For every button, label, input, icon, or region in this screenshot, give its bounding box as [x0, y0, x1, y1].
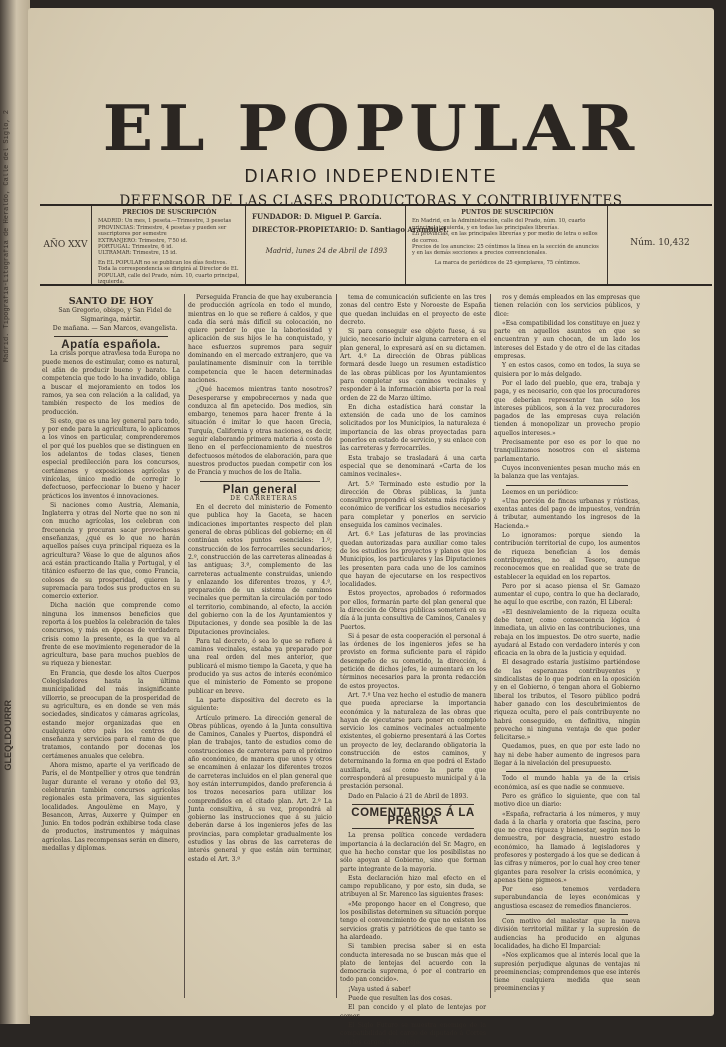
paragraph: Pero por si acaso piensa el Sr. Gamazo aumentar el cupo, contra lo que ha declarado, he aquí lo que escribe, con razón, El Liberal: — [494, 582, 640, 607]
paragraph: Art. 7.º Una vez hecho el estudio de manera que pueda apreciarse la importancia económica y la naturaleza de las obras que hayan de ejecutarse para poner en completo servicio los caminos vecinales actualmente existentes, el gobierno presentará á las Cortes un proyecto de ley, declarando obligatoria la construcción de estos caminos, y determinando la forma en que podrá el Estado auxiliarla, así como la parte que corresponderá al presupuesto municipal y á la prestación personal. — [340, 691, 486, 791]
paragraph: «Esa compatibilidad los constituye en juez y parte en aquellos asuntos en que se encuentran y aun chocan, de un lado los intereses del Estado y de otro el de las citadas empresas. — [494, 319, 640, 361]
paragraph: Lo ignoramos: porque siendo la contribución territorial de cupo, los aumentos de riqueza benefician á los demás contribuyentes, no al Tesoro, aunque reconocemos que en realidad que se trate de establecer la equidad en los repartos. — [494, 532, 640, 581]
paragraph: El Siglo Futuro se muestra enemigo de la compatibilidad del cargo de diputado á Cortes con los cargos de conceje- — [340, 1021, 486, 1046]
point-line: La marca de periódicos de 25 ejemplares, 75 céntimos. — [434, 259, 581, 266]
paragraph: La parte dispositiva del decreto es la siguiente: — [188, 696, 332, 713]
paragraph: Dicha nación que comprende como ninguna los inmensos beneficios que reporta á los pueblos la celebración de tales concursos, y más en épocas de verdadera crisis como la presente, es la que va al frente de ese movimiento regenerador de la agricultura, base para muchos pueblos de su riqueza y bienestar. — [42, 602, 180, 668]
paragraph: Precisamente por eso es por lo que no tranquilizamos nosotros con el sistema parlamentario. — [494, 439, 640, 463]
paragraph: Ahora mismo, aparte el ya verificado de París, el de Montpellier y otros que tendrán lugar durante el verano y otoño del 93, celebrarán también concursos agrícolas regionales esta primavera, las siguientes localidades. Angoulème en Mayo, y Besancon, Arras, Auxerre y Quimper en Junio. En todos podrán exhibirse toda clase de productos, instrumentos y máquinas agrícolas. Las recompensas serán en dinero, medallas y diplomas. — [42, 762, 180, 852]
point-line: Precios de los anuncios: 25 céntimos la línea en la sección de anuncios y en las demás secciones a precios convencionales. — [412, 244, 599, 257]
subscription-points-title: PUNTOS DE SUSCRIPCIÓN — [461, 209, 554, 216]
paragraph: Dado en Palacio á 21 de Abril de 1893. — [348, 792, 469, 800]
subscription-points — [408, 206, 608, 284]
paragraph: Esta trabajo se trasladará á una carta especial que se denominará «Carta de los caminos vecinales». — [340, 454, 486, 479]
paragraph: Art. 6.º Las jefaturas de las provincias quedan autorizadas para auxiliar como tales de los estudios los proyectos y planos que los Municipios, los particulares y las Diputaciones les presenten para cada uno de los caminos que hayan de ejecutarse en los respectivos localidades. — [340, 531, 486, 589]
paragraph: Para tal decreto, ó sea lo que se refiere á caminos vecinales, estaba ya preparado por una real orden del mes anterior, que publicará el mismo tiempo la Gaceta, y que ha producido ya sus actos de interés económico que el ministerio de Fomento se propone publicar en breve. — [188, 637, 332, 695]
masthead — [28, 88, 714, 209]
year-label: AÑO XXV — [40, 206, 92, 284]
paragraph: En el decreto del ministerio de Fomento que publica hoy la Gaceta, se hacen indicaciones importantes respecto del plan general de obras públicas del gobierno; en él continúan estos puntos esenciales: 1.º, construcción de los ferrocarriles secundarios; 2.º, construcción de las carreteras alineadas á las antiguas; 3.º, complemento de las carreteras actualmente construidas, uniendo y enlazando los diferentes trozos, y 4.º, preparación de un sistema de caminos vecinales que permitan la circulación por todo el territorio, combinando, al efecto, la acción del gobierno con la de los Ayuntamientos y Diputaciones, y donde sea posible la de las Diputaciones provinciales. — [188, 504, 332, 636]
paragraph: Si esto, que es una ley general para todo, y por ende para la agricultura, lo aplicamos a los vinos en particular, comprenderemos el por qué los pueblos que se distinguen en los adelantos de todas clases, tienen especial predilección para los concursos, certámenes y exposiciones agrícolas y vinícolas, único medio de corregir lo defectuoso, perfeccionar lo bueno y hacer prácticos los inventos é innovaciones. — [42, 417, 180, 500]
santo-heading: SANTO DE HOY — [68, 296, 154, 307]
paragraph: «Me propongo hacer en el Congreso, que los posibilistas determinen su situación porque tengo el convencimiento de que no existen los servicios gratis y patrióticos de que tanto se ha alardeado. — [340, 900, 486, 941]
paragraph: La prensa política concede verdadera importancia á la declaración del Sr. Magro, en que ha hecho constar que los posibilistas no sólo apoyan al Gobierno, sino que forman parte integrante de la mayoría. — [340, 832, 486, 873]
paragraph: ros y demás empleados en las empresas que tienen relación con los servicios públicos, y dice: — [494, 294, 640, 318]
paragraph: Art. 5.º Terminado este estudio por la dirección de Obras públicas, la junta consultiva propondrá el sistema más rápido y económico de verificar los estudios necesarios para completar y ponerlos en servicio enseguida los caminos vecinales. — [340, 480, 486, 530]
paragraph: La crisis porque atraviesa toda Europa no puede menos de estimular, como es natural, el afán de producir bueno y barato. La competencia que todo lo ha invadido, obliga a buscar el mejoramiento en todos los ramos, ya sea con relación a la calidad, ya también respecto de los medios de producción. — [42, 350, 180, 416]
subscription-note: En EL POPULAR no se publican los días festivos. Toda la correspondencia se dirigirá al Director de EL POPULAR, calle del Prado, núm. 10, cuarto principal, izquierda. — [98, 259, 240, 286]
article-heading-apatia: Apatía española. — [61, 339, 161, 352]
paragraph: Si naciones como Austria, Alemania, Inglaterra y otras del Norte que no son ni con mucho agrícolas, los celebran con frecuencia y procuran sacar provechosas enseñanzas, ¿qué es lo que no harán aquellos países cuya principal riqueza es la agricultura? Véase lo que de algunos años acá están practicando Italia y Portugal, y el titánico esfuerzo de las que, como Francia, colosos de su prosperidad, quieren la supremacía para todos sus productos en su comercio exterior. — [42, 501, 180, 601]
paragraph: Por el lado del pueblo, que era, trabaja y paga, y es necesario, con que los procuradores que deberían representar tan sólo los intereses públicos, son á la vez procuradores pagados de las empresas cuya relación tienden á monopolizar un provecho propio aquellos intereses.» — [494, 379, 640, 437]
paragraph: Pero es gráfico lo siguiente, que con tal motivo dice un diario: — [494, 792, 640, 809]
column-2 — [188, 294, 332, 1000]
issue-number: Núm. 10,432 — [630, 238, 690, 248]
subscription-prices — [94, 206, 246, 284]
info-bar — [40, 204, 712, 286]
newspaper-page — [28, 8, 714, 1046]
divider — [506, 771, 628, 772]
binding-margin — [0, 0, 30, 1024]
santo-text-2: De mañana. — San Marcos, evangelista. — [52, 324, 178, 332]
newspaper-subtitle: DIARIO INDEPENDIENTE — [244, 166, 498, 186]
paragraph: Si á pesar de esta cooperación el personal á las órdenes de los ingenieros jefes se ha provisto en forma suficiente para el rápido desempeño de su cometido, la dirección, á petición de dichos jefes, le aumentará en los términos necesarios para la pronta redacción de estos proyectos. — [340, 632, 486, 690]
paragraph: Por eso tenemos verdadera superabundancia de leyes económicas y angustiosa escasez de remedios financieros. — [494, 886, 640, 910]
article-heading-plan: Plan general — [222, 483, 298, 496]
paragraph: Leemos en un periódico: — [502, 488, 579, 496]
paragraph: Si tambien precisa saber si en esta conducta interesada no se buscan más que el plato de lentejas del acuerdo con la democracia suprema, ó por el contrario en todo pan concido». — [340, 943, 486, 984]
divider — [200, 481, 320, 482]
divider — [352, 804, 474, 805]
price-line: EXTRANJERO: Trimestre, 7'50 id. — [98, 237, 188, 244]
paragraph: Esta declaración hizo mal efecto en el campo republicano, y por esto, sin duda, se atribuyen al Sr. Marenco las siguientes frases: — [340, 874, 486, 899]
divider — [506, 914, 628, 915]
article-heading-prensa: COMENTARIOS Á LA PRENSA — [351, 806, 475, 828]
paragraph: «Una porción de fincas urbanas y rústicas, exentas antes del pago de impuestos, vendrán á tributar, aumentando los ingresos de la Hacienda.» — [494, 497, 640, 530]
paragraph: «Nos explicamos que al interés local que la supresión perjudique algunas de ventajas ni preeminencias; comprendemos que ese interés tiene cualquiera medida que sean preeminencias y — [494, 952, 640, 993]
paragraph: Estos proyectos, aprobados ó reformados por ellos, formarán parte del plan general que la dirección de Obras públicas someterá en su día á la junta consultiva de Caminos, Canales y Puertos. — [340, 590, 486, 631]
column-4 — [494, 294, 640, 1000]
founder-block — [248, 206, 449, 284]
paragraph: tema de comunicación suficiente en las tres zonas del centro Este y Noroeste de España que quedan incluidas en el proyecto de este decreto. — [340, 294, 486, 326]
issue-date: Madrid, lunes 24 de Abril de 1893 — [265, 246, 388, 255]
paragraph: ¿Qué hacemos mientras tanto nosotros? Desesperarse y empobrecernos y nada que conduzca al fin apetecido. Dos medios, sin embargo, tenemos para hacer frente á la situación é imitar lo que hacen Grecia, Turquía, California y otras naciones, es decir, seguir elaborando primera materia á costa de lleno en el perfeccionamiento de nuestros defectuosos métodos de elaboración, para que nuestros productos puedan competir con los de Francia y muchos de los de Italia. — [188, 386, 332, 477]
column-divider — [336, 294, 337, 998]
founder-line: FUNDADOR: D. Miguel P. García. — [252, 212, 382, 221]
paragraph: Con motivo del malestar que la nueva división territorial militar y la supresión de audiencias ha producido en algunas localidades, ha dicho El Imparcial: — [494, 918, 640, 950]
paragraph: Y en estos casos, como en todos, la suya se quisiera por lo más delgado. — [494, 362, 640, 378]
column-divider — [490, 294, 491, 998]
price-line: PROVINCIAS: Trimestre, 4 pesetas y pueden ser suscriptores por semestre — [98, 224, 227, 238]
paragraph: El pan concido y el plato de lentejas por comer. — [340, 1004, 486, 1020]
newspaper-title: EL POPULAR — [102, 90, 640, 166]
santo-text: San Gregorio, obispo, y San Fidel de Sigmaringa, mártir. — [58, 307, 172, 323]
point-line: En Madrid, en la Administración, calle del Prado, núm. 10, cuarto principal, izquierda, y en todas las principales librerías. — [412, 218, 586, 231]
paragraph: Puede que resulten las dos cosas. — [348, 995, 453, 1003]
column-1 — [42, 294, 180, 1000]
paragraph: ¡Vaya usted á saber! — [348, 985, 412, 993]
paragraph: Cuyos inconvenientes pesan mucho más en la balanza que las ventajas. — [494, 464, 640, 481]
paragraph: El desagrado estaría justísimo partiéndose de las esperanzas contribuyentes y sindicalistas de lo que podrían en la oposición y en el Gobierno, ó tengan ahora el Gobierno liberal los tributos, el Tesoro público podrá haber ganado con los descubrimientos de riqueza oculta, pero el país contribuyente no habrá conseguido, en definitiva, ningún provecho ni ninguna ventaja de que poder felicitarse.» — [494, 659, 640, 742]
binding-label: GLEQLDOURRR — [3, 700, 13, 771]
article-subheading-plan: DE CARRETERAS — [230, 494, 298, 502]
paragraph: Artículo primero. La dirección general de Obras públicas, oyendo á la Junta consultiva de Caminos, Canales y Puertos, dispondrá el plan de trabajos, tanto de estudios como de construcciones de carreteras para el próximo año económico, de manera que unos y otros se encaminen á enlazar los diferentes trozos de carreteras incluidos en el plan general que hoy están interrumpidos, dando preferencia á los trozos necesarios para utilizar los comprendidos en el citado plan. Art. 2.º La Junta consultiva, á su vez, propondrá al gobierno las instrucciones que á su juicio deberán darse á los ingenieros jefes de las provincias, para completar gradualmente los estudios y las obras de las carreteras de interés general y que están aún terminar, estado el Art. 3.º — [188, 714, 332, 863]
column-divider — [184, 294, 185, 998]
paragraph: Perseguida Francia de que hay exuberancia de producción agrícola en todo el mundo, mientras en lo que se refiere á caldos, y que cada día será más difícil su colocación, no quiere perder lo que la laboriosidad y aplicación de sus hijos le ha conquistado, y hace esfuerzos supremos para seguir dominando en el mercado extranjero, que va paulatinamente disminuir con la terrible competencia que le hacen determinadas naciones. — [188, 294, 332, 384]
binding-imprint: Madrid. Tipografía-Litografía de Heraldo, Calle del Siglo, 2 — [3, 110, 11, 363]
paragraph: Todo el mundo habla ya de la crisis económica, así es que nadie se conmueve. — [494, 775, 640, 791]
paragraph: Si para conseguir ese objeto fuese, á su juicio, necesario incluir alguna carretera en el plan general, lo expresará así en su dictamen. Art. 4.º La dirección de Obras públicas formará desde luego un resumen estadístico de las obras públicas por los Ayuntamientos para completar sus caminos vecinales y responder á la información abierta por la real orden de 22 de Marzo último. — [340, 328, 486, 402]
divider — [54, 336, 168, 337]
newspaper-tagline: DEFENSOR DE LAS CLASES PRODUCTORAS Y CONTRIBUYENTES — [119, 193, 623, 209]
director-line: DIRECTOR-PROPIETARIO: D. Santiago Arambilet. — [252, 225, 449, 235]
paragraph: En dicha estadística hará constar la extensión de cada uno de los caminos solicitados por los Municipios, la naturaleza é importancia de las obras proyectadas para ponerlos en estado de servicio, y su enlace con las carreteras y ferrocarriles. — [340, 403, 486, 453]
price-line: PORTUGAL: Trimestre, 6 id. — [98, 244, 173, 251]
column-3 — [340, 294, 486, 1046]
paragraph: Quedamos, pues, en que por este lado no hay ni debe haber aumento de ingresos para llegar á la nivelación del presupuesto. — [494, 743, 640, 768]
divider — [506, 485, 628, 486]
price-line: MADRID: Un mes, 1 peseta.—Trimestre, 3 pesetas — [98, 218, 232, 225]
paragraph: «España, refractaria á los números, y muy dada á la charla y oratoria que fascina, pero que no crea riqueza y bienestar, según nos lo demuestra, por desgracia, nuestro estado económico, ha llamado á legisladores y profesores y postergado á los que se dedican á las cifras y números, por lo cual hoy creo tener gigantes para resolver la crisis económica, y apenas tiene pigmeos.» — [494, 810, 640, 884]
point-line: En provincias, en las principales librerías y por medio de letra o sellos de correo. — [412, 231, 598, 244]
paragraph: «El desnivelamiento de la riqueza oculta debe tener, como consecuencia lógica é inmediata, un alivio en las contribuciones, una rebaja en los impuestos. De otro suerte, nadie ayudará al Estado con verdadero interés y con eficacia en la obra de la justicia y equidad. — [494, 608, 640, 658]
subscription-prices-title: PRECIOS DE SUSCRIPCIÓN — [122, 209, 217, 216]
paragraph: En Francia, que desde los altos Cuerpos Colegisladores hasta la última municipalidad del más insignificante villorrio, se preocupan de la prosperidad de su agricultura, es en donde se ven más sociedades, sindicatos y cámaras agrícolas, estando mejor organizadas que en cualquiera otro país los centros de enseñanza y servicios para el ramo de que tratamos, contando por docenas los certámenes anuales que celebra. — [42, 669, 180, 760]
divider — [352, 828, 474, 829]
price-line: ULTRAMAR: Trimestre, 15 id. — [98, 250, 177, 257]
